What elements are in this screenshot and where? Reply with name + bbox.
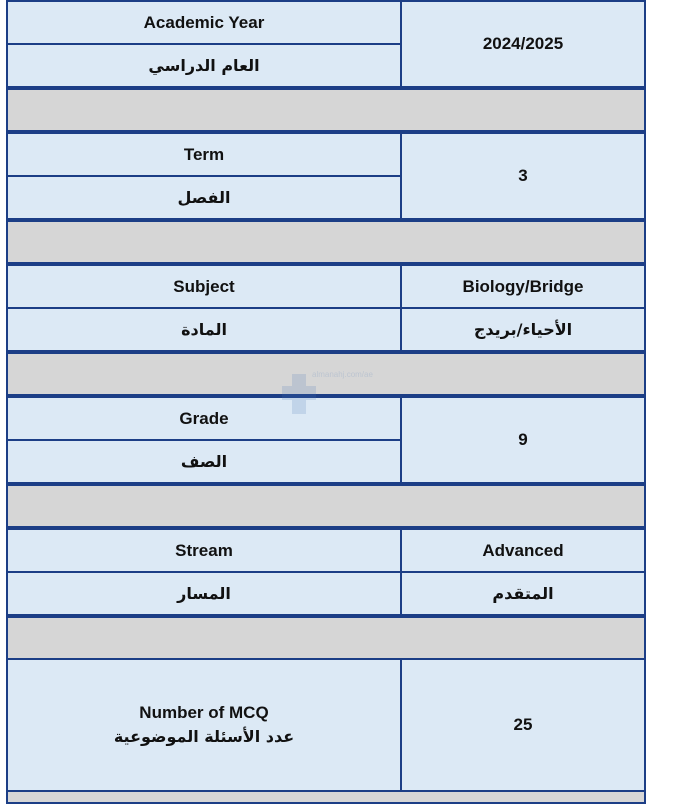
- mcq-label-en: Number of MCQ: [139, 703, 269, 722]
- subject-label-en: Subject: [6, 264, 402, 309]
- separator-row: [6, 790, 646, 804]
- grade-label-en: Grade: [6, 396, 402, 441]
- separator-row: [6, 352, 646, 396]
- grade-label-ar: الصف: [6, 439, 402, 484]
- term-value: 3: [400, 132, 646, 220]
- subject-value-ar: الأحياء/بريدج: [400, 307, 646, 352]
- separator-row: [6, 88, 646, 132]
- mcq-label-ar: عدد الأسئلة الموضوعية: [113, 727, 295, 746]
- stream-label-ar: المسار: [6, 571, 402, 616]
- stream-value-en: Advanced: [400, 528, 646, 573]
- term-label-en: Term: [6, 132, 402, 177]
- grade-value: 9: [400, 396, 646, 484]
- separator-row: [6, 220, 646, 264]
- stream-value-ar: المتقدم: [400, 571, 646, 616]
- separator-row: [6, 484, 646, 528]
- term-label-ar: الفصل: [6, 175, 402, 220]
- stream-label-en: Stream: [6, 528, 402, 573]
- academic-year-value: 2024/2025: [400, 0, 646, 88]
- subject-value-en: Biology/Bridge: [400, 264, 646, 309]
- separator-row: [6, 616, 646, 660]
- academic-year-label-en: Academic Year: [6, 0, 402, 45]
- academic-year-label-ar: العام الدراسي: [6, 43, 402, 88]
- info-table: [6, 0, 646, 800]
- mcq-value: 25: [400, 658, 646, 792]
- mcq-label-cell: [6, 658, 402, 792]
- subject-label-ar: المادة: [6, 307, 402, 352]
